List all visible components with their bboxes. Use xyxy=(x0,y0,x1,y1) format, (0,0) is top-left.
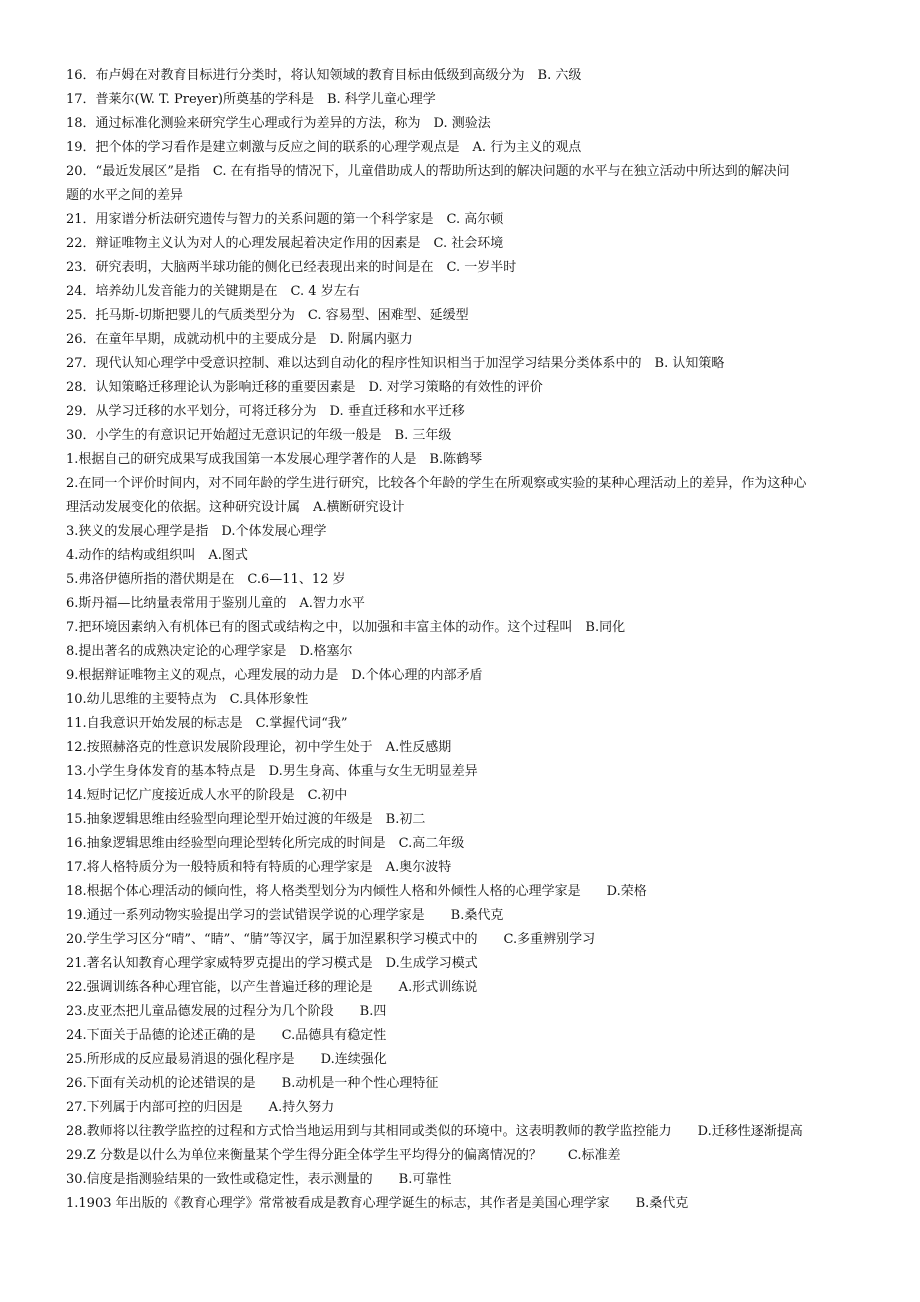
question-line: 21.著名认知教育心理学家威特罗克提出的学习模式是 D.生成学习模式 xyxy=(66,956,478,971)
question-line: 20．“最近发展区”是指 C. 在有指导的情况下，儿童借助成人的帮助所达到的解决问题的水平与在独立活动中所达到的解决问 xyxy=(66,164,790,179)
question-line: 理活动发展变化的依据。这种研究设计属 A.横断研究设计 xyxy=(66,500,405,515)
question-line: 22．辩证唯物主义认为对人的心理发展起着决定作用的因素是 C. 社会环境 xyxy=(66,236,504,251)
question-line: 30．小学生的有意识记开始超过无意识记的年级一般是 B. 三年级 xyxy=(66,428,452,443)
question-line: 题的水平之间的差异 xyxy=(66,188,184,203)
question-line: 2.在同一个评价时间内，对不同年龄的学生进行研究，比较各个年龄的学生在所观察或实验的某种心理活动上的差异，作为这种心 xyxy=(66,476,807,491)
question-line: 8.提出著名的成熟决定论的心理学家是 D.格塞尔 xyxy=(66,644,353,659)
question-line: 25．托马斯-切斯把婴儿的气质类型分为 C. 容易型、困难型、延缓型 xyxy=(66,308,469,323)
question-line: 1.根据自己的研究成果写成我国第一本发展心理学著作的人是 B.陈鹤琴 xyxy=(66,452,483,467)
question-line: 27．现代认知心理学中受意识控制、难以达到自动化的程序性知识相当于加涅学习结果分类体系中的 B. 认知策略 xyxy=(66,356,725,371)
question-line: 20.学生学习区分“晴”、“睛”、“腈”等汉字，属于加涅累积学习模式中的 C.多重辨别学习 xyxy=(66,932,596,947)
question-line: 25.所形成的反应最易消退的强化程序是 D.连续强化 xyxy=(66,1052,387,1067)
question-line: 26．在童年早期，成就动机中的主要成分是 D. 附属内驱力 xyxy=(66,332,413,347)
question-line: 19．把个体的学习看作是建立刺激与反应之间的联系的心理学观点是 A. 行为主义的观点 xyxy=(66,140,582,155)
question-line: 22.强调训练各种心理官能，以产生普遍迁移的理论是 A.形式训练说 xyxy=(66,980,478,995)
question-line: 18．通过标准化测验来研究学生心理或行为差异的方法，称为 D. 测验法 xyxy=(66,116,491,131)
question-line: 15.抽象逻辑思维由经验型向理论型开始过渡的年级是 B.初二 xyxy=(66,812,426,827)
question-line: 30.信度是指测验结果的一致性或稳定性，表示测量的 B.可靠性 xyxy=(66,1172,452,1187)
question-line: 14.短时记忆广度接近成人水平的阶段是 C.初中 xyxy=(66,788,348,803)
question-line: 7.把环境因素纳入有机体已有的图式或结构之中，以加强和丰富主体的动作。这个过程叫 B.同化 xyxy=(66,620,626,635)
question-line: 17.将人格特质分为一般特质和特有特质的心理学家是 A.奥尔波特 xyxy=(66,860,452,875)
question-line: 18.根据个体心理活动的倾向性，将人格类型划分为内倾性人格和外倾性人格的心理学家是 D.荣格 xyxy=(66,884,647,899)
question-line: 9.根据辩证唯物主义的观点，心理发展的动力是 D.个体心理的内部矛盾 xyxy=(66,668,483,683)
question-line: 28.教师将以往教学监控的过程和方式恰当地运用到与其相同或类似的环境中。这表明教师的教学监控能力 D.迁移性逐渐提高 xyxy=(66,1124,803,1139)
question-line: 6.斯丹福—比纳量表常用于鉴别儿童的 A.智力水平 xyxy=(66,596,365,611)
question-line: 11.自我意识开始发展的标志是 C.掌握代词“我” xyxy=(66,716,348,731)
question-line: 12.按照赫洛克的性意识发展阶段理论，初中学生处于 A.性反感期 xyxy=(66,740,452,755)
question-line: 10.幼儿思维的主要特点为 C.具体形象性 xyxy=(66,692,309,707)
question-line: 24．培养幼儿发音能力的关键期是在 C. 4 岁左右 xyxy=(66,284,360,299)
question-line: 16.抽象逻辑思维由经验型向理论型转化所完成的时间是 C.高二年级 xyxy=(66,836,465,851)
question-line: 27.下列属于内部可控的归因是 A.持久努力 xyxy=(66,1100,335,1115)
question-line: 26.下面有关动机的论述错误的是 B.动机是一种个性心理特征 xyxy=(66,1076,439,1091)
question-line: 23.皮亚杰把儿童品德发展的过程分为几个阶段 B.四 xyxy=(66,1004,387,1019)
question-line: 5.弗洛伊德所指的潜伏期是在 C.6—11、12 岁 xyxy=(66,572,346,587)
question-line: 19.通过一系列动物实验提出学习的尝试错误学说的心理学家是 B.桑代克 xyxy=(66,908,504,923)
question-line: 17．普莱尔(W. T. Preyer)所奠基的学科是 B. 科学儿童心理学 xyxy=(66,92,436,107)
question-line: 24.下面关于品德的论述正确的是 C.品德具有稳定性 xyxy=(66,1028,387,1043)
question-line: 4.动作的结构或组织叫 A.图式 xyxy=(66,548,248,563)
question-line: 3.狭义的发展心理学是指 D.个体发展心理学 xyxy=(66,524,327,539)
question-line: 21．用家谱分析法研究遗传与智力的关系问题的第一个科学家是 C. 高尔顿 xyxy=(66,212,504,227)
question-line: 23．研究表明，大脑两半球功能的侧化已经表现出来的时间是在 C. 一岁半时 xyxy=(66,260,517,275)
question-line: 1.1903 年出版的《教育心理学》常常被看成是教育心理学诞生的标志，其作者是美国心理学家 B.桑代克 xyxy=(66,1196,689,1211)
question-line: 13.小学生身体发育的基本特点是 D.男生身高、体重与女生无明显差异 xyxy=(66,764,478,779)
question-line: 28．认知策略迁移理论认为影响迁移的重要因素是 D. 对学习策略的有效性的评价 xyxy=(66,380,543,395)
question-line: 16．布卢姆在对教育目标进行分类时，将认知领域的教育目标由低级到高级分为 B. 六级 xyxy=(66,68,582,83)
question-list xyxy=(66,64,858,1216)
question-line: 29.Z 分数是以什么为单位来衡量某个学生得分距全体学生平均得分的偏离情况的？ C.标准差 xyxy=(66,1148,621,1163)
question-line: 29．从学习迁移的水平划分，可将迁移分为 D. 垂直迁移和水平迁移 xyxy=(66,404,465,419)
